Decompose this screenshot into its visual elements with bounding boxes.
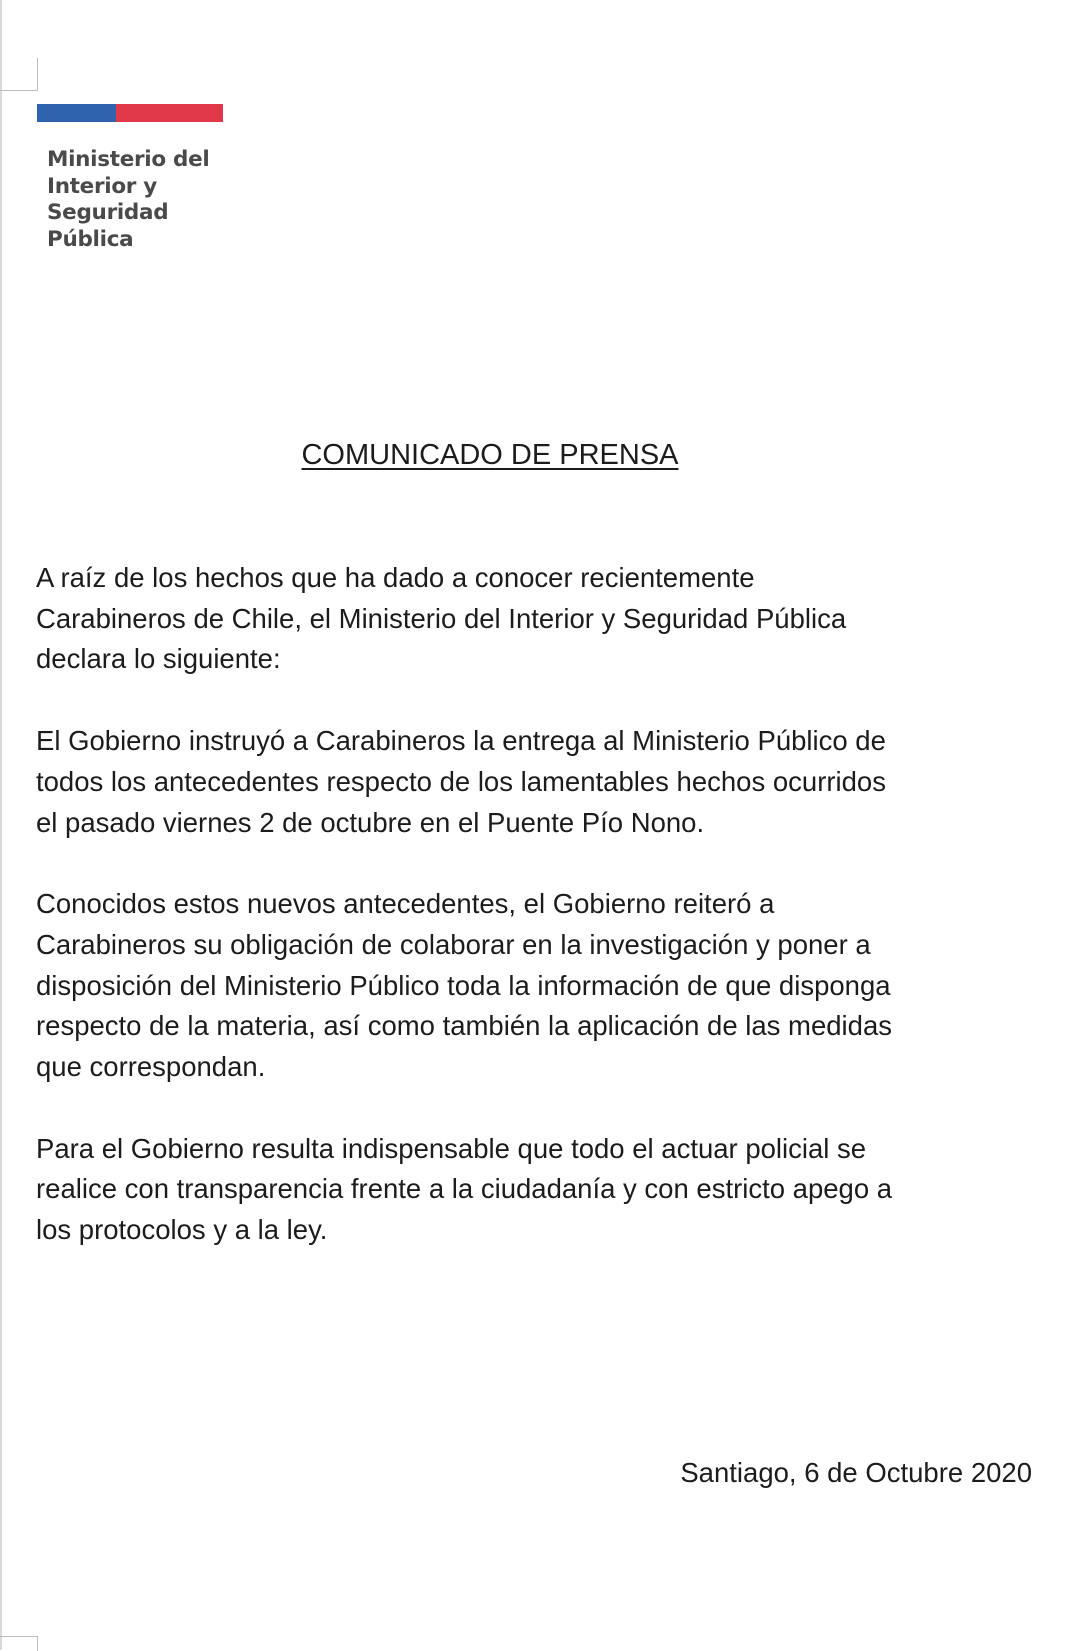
document-title: COMUNICADO DE PRENSA bbox=[301, 439, 679, 471]
text-line: declara lo siguiente: bbox=[36, 643, 281, 675]
text-line: realice con transparencia frente a la ciudadanía y con estricto apego a bbox=[36, 1173, 893, 1205]
paragraph bbox=[36, 1129, 1076, 1251]
paragraph bbox=[36, 558, 1076, 680]
text-line: Conocidos estos nuevos antecedentes, el Gobierno reiteró a bbox=[36, 888, 775, 920]
text-line: que correspondan. bbox=[36, 1051, 266, 1083]
paragraph bbox=[36, 884, 1076, 1088]
flag-blue-segment bbox=[37, 104, 116, 122]
ministry-logo bbox=[47, 147, 209, 253]
text-line: respecto de la materia, así como también la aplicación de las medidas bbox=[36, 1010, 893, 1042]
logo-line: Pública bbox=[47, 226, 134, 252]
ministry-flag-bar bbox=[37, 104, 223, 122]
text-line: Para el Gobierno resulta indispensable que todo el actuar policial se bbox=[36, 1132, 867, 1164]
text-line: disposición del Ministerio Público toda la información de que disponga bbox=[36, 969, 891, 1001]
text-line: el pasado viernes 2 de octubre en el Puente Pío Nono. bbox=[36, 806, 705, 838]
text-line: los protocolos y a la ley. bbox=[36, 1214, 328, 1246]
text-line: todos los antecedentes respecto de los lamentables hechos ocurridos bbox=[36, 765, 886, 797]
flag-red-segment bbox=[116, 104, 223, 122]
logo-line: Seguridad bbox=[47, 200, 169, 225]
page-left-edge bbox=[0, 0, 2, 1650]
text-line: El Gobierno instruyó a Carabineros la entrega al Ministerio Público de bbox=[36, 725, 886, 757]
top-margin-corner-mark bbox=[0, 58, 38, 91]
paragraph bbox=[36, 721, 1076, 843]
text-line: A raíz de los hechos que ha dado a conocer recientemente bbox=[36, 562, 755, 593]
document-body bbox=[36, 558, 1076, 1292]
place-date: Santiago, 6 de Octubre 2020 bbox=[680, 1457, 1032, 1488]
logo-line: Ministerio del bbox=[47, 147, 210, 172]
logo-line: Interior y bbox=[47, 173, 158, 199]
text-line: Carabineros de Chile, el Ministerio del Interior y Seguridad Pública bbox=[36, 602, 847, 634]
text-line: Carabineros su obligación de colaborar en la investigación y poner a bbox=[36, 928, 871, 960]
bottom-margin-corner-mark bbox=[0, 1636, 38, 1651]
